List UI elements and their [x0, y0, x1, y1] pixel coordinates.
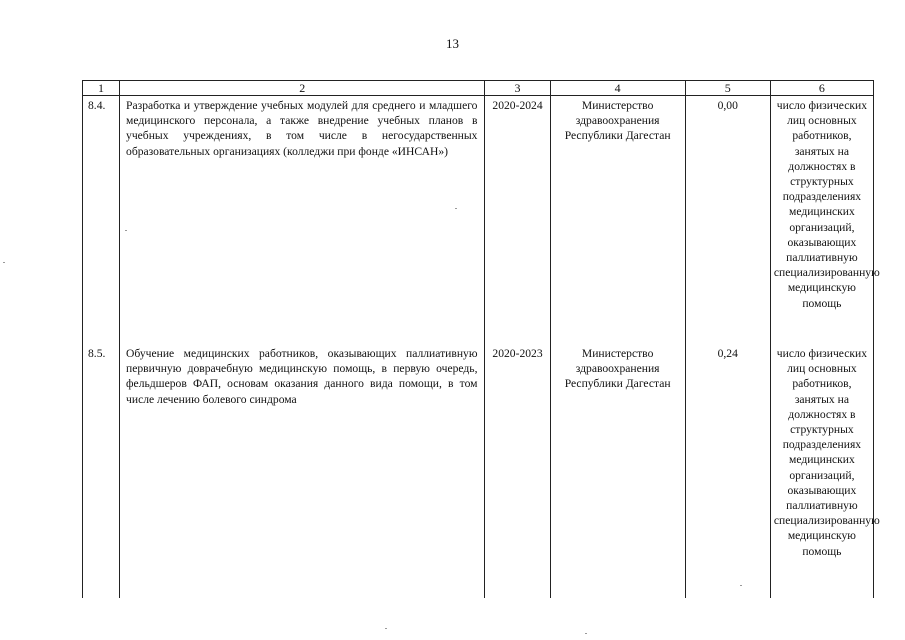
period-cell	[485, 96, 550, 343]
table-header	[83, 81, 874, 96]
column-header-3: 3	[485, 81, 550, 96]
indicator-value: 0,00	[717, 99, 738, 112]
column-header-5: 5	[685, 81, 770, 96]
row-number-cell	[83, 342, 120, 598]
row-number-cell	[83, 96, 120, 343]
column-header-4: 4	[550, 81, 685, 96]
indicator-text: число физических лиц основных работников, занятых на должностях в структурных подразделениях медицинских организаций, оказывающих паллиативную специализированную медицинскую помощь	[773, 99, 880, 310]
column-header-6: 6	[770, 81, 873, 96]
indicator-cell	[770, 96, 880, 343]
column-header-1: 1	[83, 81, 120, 96]
table-row	[83, 96, 874, 343]
measure-description: Обучение медицинских работников, оказывающих паллиативную первичную доврачебную медицинскую помощь, в первую очередь, фельдшеров ФАП, основам оказания данного вида помощи, в том числе лечению болевого синдрома	[126, 347, 478, 406]
executor-cell	[550, 96, 685, 343]
responsible-executor: Министерство здравоохранения Республики Дагестан	[564, 99, 671, 143]
scan-speck	[385, 628, 387, 629]
header-row	[83, 81, 874, 96]
value-cell	[685, 96, 770, 343]
scan-speck	[455, 208, 457, 209]
measure-description: Разработка и утверждение учебных модулей для среднего и младшего медицинского персонала, а также внедрение учебных планов в учебных учреждениях, в том числе в негосударственных образовательных организациях (колледжи при фонде «ИНСАН»)	[126, 99, 478, 158]
table-row	[83, 342, 874, 598]
scan-speck	[585, 633, 587, 634]
scan-speck	[740, 585, 742, 586]
implementation-period: 2020-2023	[492, 347, 543, 360]
description-cell	[120, 342, 485, 598]
responsible-executor: Министерство здравоохранения Республики Дагестан	[564, 347, 671, 391]
indicator-cell	[770, 342, 880, 598]
row-number: 8.4.	[88, 99, 106, 112]
scan-speck	[3, 262, 5, 263]
executor-cell	[550, 342, 685, 598]
column-header-2: 2	[120, 81, 485, 96]
implementation-period: 2020-2024	[492, 99, 543, 112]
description-cell	[120, 96, 485, 343]
indicator-text: число физических лиц основных работников, занятых на должностях в структурных подразделениях медицинских организаций, оказывающих паллиативную специализированную медицинскую помощь	[773, 347, 880, 558]
row-number: 8.5.	[88, 347, 106, 360]
scan-speck	[125, 230, 127, 231]
value-cell	[685, 342, 770, 598]
period-cell	[485, 342, 550, 598]
page-number: 13	[446, 36, 459, 51]
indicator-value: 0,24	[717, 347, 738, 360]
measures-table	[82, 80, 880, 598]
